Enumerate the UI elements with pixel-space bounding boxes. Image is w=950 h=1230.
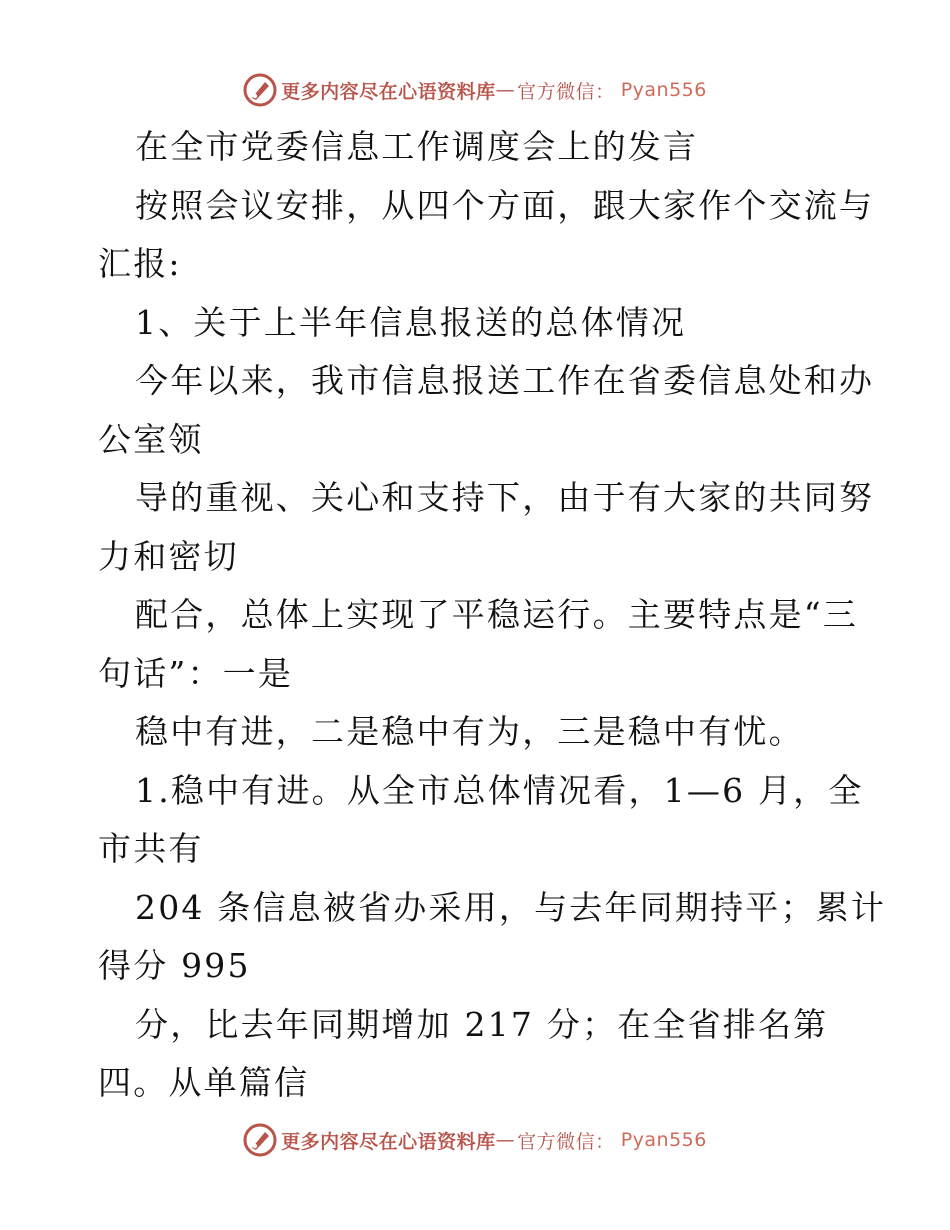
paragraph (98, 879, 887, 996)
text-line: 稳中有进，二是稳中有为，三是稳中有忧。 (135, 712, 804, 751)
section-heading (98, 294, 858, 353)
paragraph (98, 352, 875, 469)
watermark-wechat-id: Pyan556 (620, 1129, 707, 1151)
text-line: 1、关于上半年信息报送的总体情况 (135, 302, 687, 342)
watermark-dash: — (495, 79, 516, 101)
text-line: 四。从单篇信 (98, 1063, 310, 1102)
watermark-label: 官方微信： (517, 1130, 615, 1153)
text-line: 在全市党委信息工作调度会上的发言 (135, 127, 699, 166)
paragraph (98, 996, 858, 1113)
watermark-footer (0, 1120, 950, 1160)
text-line: 按照会议安排，从四个方面，跟大家作个交流与 (135, 185, 875, 225)
pen-logo-icon (243, 1123, 277, 1157)
text-line: 得分 995 (98, 946, 251, 985)
document-title (98, 118, 858, 177)
paragraph (98, 177, 875, 294)
text-line: 句话”：一是 (98, 653, 294, 693)
watermark-text: 更多内容尽在心语资料库 (281, 80, 496, 103)
watermark-text: 更多内容尽在心语资料库 (281, 1130, 496, 1153)
text-line: 市共有 (98, 829, 204, 868)
text-line: 今年以来，我市信息报送工作在省委信息处和办 (135, 361, 875, 400)
watermark-header (0, 70, 950, 110)
text-line: 导的重视、关心和支持下，由于有大家的共同努 (135, 478, 875, 517)
paragraph (98, 762, 864, 879)
text-line: 配合，总体上实现了平稳运行。主要特点是“三 (135, 595, 859, 634)
text-line: 公室领 (98, 419, 204, 459)
text-line: 分，比去年同期增加 217 分；在全省排名第 (135, 1004, 829, 1044)
text-line: 力和密切 (98, 536, 239, 576)
document-body (98, 118, 887, 1113)
text-line: 1.稳中有进。从全市总体情况看，1—6 月，全 (135, 770, 864, 810)
text-line: 204 条信息被省办采用，与去年同期持平；累计 (135, 887, 887, 927)
paragraph (98, 469, 875, 586)
watermark-dash: — (495, 1129, 516, 1151)
paragraph (98, 703, 858, 762)
text-line: 汇报: (98, 244, 182, 283)
pen-logo-icon (243, 73, 277, 107)
watermark-label: 官方微信： (517, 80, 615, 103)
watermark-wechat-id: Pyan556 (620, 79, 707, 101)
paragraph (98, 586, 858, 703)
